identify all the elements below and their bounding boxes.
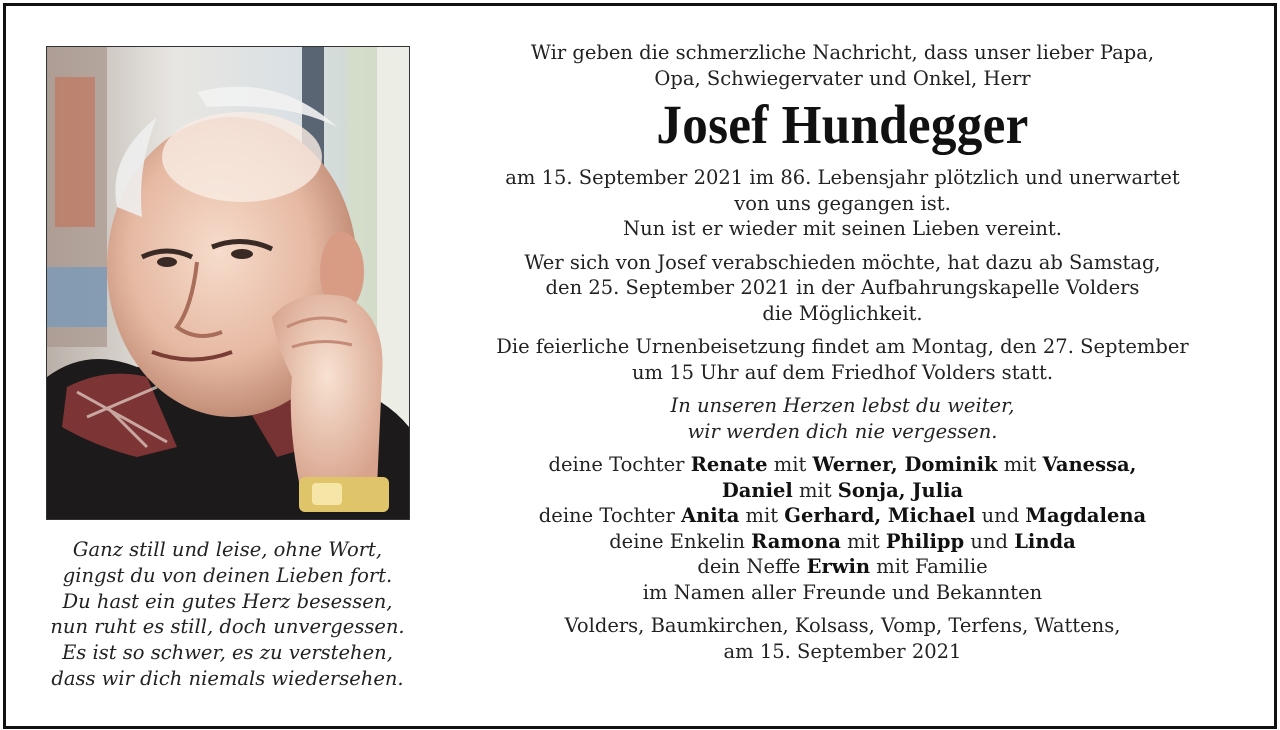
mourner-name: Renate	[690, 453, 768, 476]
memorial-poem	[30, 537, 425, 692]
mourner-name: Erwin	[806, 555, 871, 578]
mourner-text: und	[964, 529, 1015, 553]
mourner-name: Werner, Dominik	[812, 453, 998, 476]
obituary-text	[470, 40, 1215, 664]
farewell-paragraph	[470, 250, 1215, 327]
mourner-line	[470, 452, 1215, 478]
death-line: von uns gegangen ist.	[734, 191, 951, 215]
mourner-text: mit	[767, 453, 813, 476]
poem-line: Du hast ein gutes Herz besessen,	[62, 589, 393, 613]
mourner-text: mit Familie	[870, 555, 988, 578]
intro-paragraph	[470, 40, 1215, 91]
mourner-line	[470, 478, 1215, 504]
mourner-text: mit	[997, 453, 1043, 476]
mourner-name: Linda	[1014, 529, 1076, 553]
poem-line: nun ruht es still, doch unvergessen.	[50, 615, 405, 639]
date-line: am 15. September 2021	[723, 639, 962, 663]
mourner-name: Sonja, Julia	[837, 478, 964, 502]
burial-line: um 15 Uhr auf dem Friedhof Volders statt.	[631, 360, 1054, 384]
death-line: am 15. September 2021 im 86. Lebensjahr plötzlich und unerwartet	[505, 166, 1180, 189]
death-line: Nun ist er wieder mit seinen Lieben vereint.	[623, 217, 1062, 240]
mourner-text: deine Tochter	[548, 453, 691, 476]
mourner-name: Ramona	[751, 529, 841, 553]
memorial-quote	[470, 393, 1215, 444]
poem-line: Ganz still und leise, ohne Wort,	[72, 538, 383, 561]
portrait-illustration	[47, 47, 409, 519]
farewell-line: den 25. September 2021 in der Aufbahrungskapelle Volders	[545, 276, 1140, 299]
death-paragraph	[470, 165, 1215, 242]
mourner-line	[470, 529, 1215, 555]
mourner-text: deine Enkelin	[609, 529, 752, 553]
mourner-text: mit	[840, 529, 886, 553]
farewell-line: die Möglichkeit.	[762, 301, 923, 325]
deceased-name: Josef Hundegger	[656, 94, 1029, 155]
mourner-text: dein Neffe	[697, 555, 807, 578]
burial-paragraph	[470, 334, 1215, 385]
mourner-text: mit	[792, 478, 838, 502]
mourner-text: mit	[739, 504, 785, 527]
intro-line: Opa, Schwiegervater und Onkel, Herr	[654, 66, 1031, 90]
mourner-name: Magdalena	[1025, 504, 1147, 527]
places-line: Volders, Baumkirchen, Kolsass, Vomp, Terfens, Wattens,	[564, 614, 1121, 637]
farewell-line: Wer sich von Josef verabschieden möchte, hat dazu ab Samstag,	[524, 250, 1161, 274]
mourner-line: im Namen aller Freunde und Bekannten	[642, 580, 1043, 604]
quote-line: wir werden dich nie vergessen.	[687, 419, 998, 443]
mourner-line	[470, 503, 1215, 529]
mourner-name: Philipp	[885, 529, 965, 553]
intro-line: Wir geben die schmerzliche Nachricht, dass unser lieber Papa,	[530, 41, 1155, 64]
mourners-list	[470, 452, 1215, 605]
poem-line: gingst du von deinen Lieben fort.	[62, 563, 393, 587]
burial-line: Die feierliche Urnenbeisetzung findet am Montag, den 27. September	[496, 335, 1189, 358]
poem-line: dass wir dich niemals wiedersehen.	[51, 666, 404, 690]
mourner-name: Gerhard, Michael	[784, 504, 976, 527]
portrait-photo	[46, 46, 410, 520]
mourner-line	[470, 554, 1215, 580]
quote-line: In unseren Herzen lebst du weiter,	[670, 394, 1015, 417]
places-and-date	[470, 613, 1215, 664]
mourner-name: Vanessa,	[1042, 453, 1137, 476]
mourner-name: Anita	[680, 504, 740, 527]
poem-line: Es ist so schwer, es zu verstehen,	[62, 641, 393, 665]
mourner-name: Daniel	[721, 478, 793, 502]
mourner-text: deine Tochter	[538, 504, 681, 527]
mourner-text: und	[975, 504, 1026, 527]
